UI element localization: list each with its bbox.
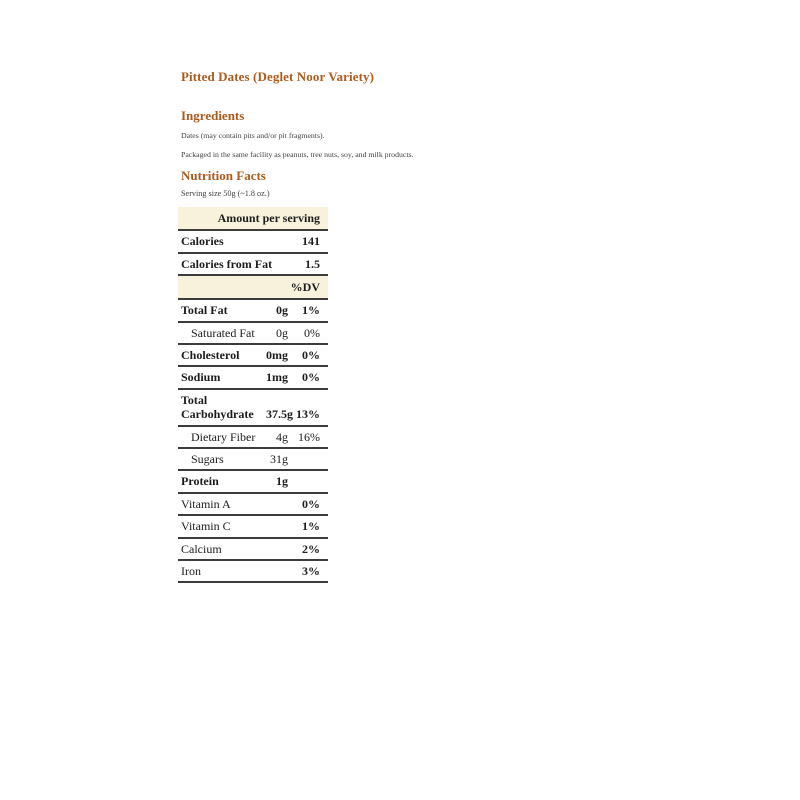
nutrient-amount bbox=[266, 560, 294, 582]
nutrient-amount bbox=[266, 538, 294, 560]
nutrition-row-saturated-fat bbox=[178, 322, 328, 344]
ingredients-heading: Ingredients bbox=[181, 107, 245, 123]
nutrient-label: Iron bbox=[178, 560, 266, 582]
nutrient-amount: 0mg bbox=[266, 344, 294, 366]
nutrient-amount: 1g bbox=[266, 470, 294, 492]
nutrient-amount: 0g bbox=[266, 299, 294, 321]
nutrient-amount: 1.5 bbox=[294, 253, 328, 275]
nutrient-label: Vitamin A bbox=[178, 493, 266, 515]
nutrient-amount: 37.5g bbox=[266, 389, 294, 426]
nutrient-amount: 4g bbox=[266, 426, 294, 448]
nutrition-row-vitamin-a bbox=[178, 493, 328, 515]
nutrient-dv: 1% bbox=[294, 515, 328, 537]
nutrient-label: Total Fat bbox=[178, 299, 266, 321]
nutrient-dv: 0% bbox=[294, 322, 328, 344]
nutrient-amount: 141 bbox=[294, 230, 328, 252]
nutrition-row-sodium bbox=[178, 366, 328, 388]
nutrient-dv: 1% bbox=[294, 299, 328, 321]
nutrient-dv: 2% bbox=[294, 538, 328, 560]
allergen-note: Packaged in the same facility as peanuts, tree nuts, soy, and milk products. bbox=[181, 150, 414, 159]
nutrition-row-protein bbox=[178, 470, 328, 492]
nutrition-facts-table bbox=[178, 207, 328, 584]
nutrition-row-sugars bbox=[178, 448, 328, 470]
nutrient-dv: 3% bbox=[294, 560, 328, 582]
nutrient-dv: 13% bbox=[294, 389, 328, 426]
product-title: Pitted Dates (Deglet Noor Variety) bbox=[181, 69, 375, 84]
nutrition-row-iron bbox=[178, 560, 328, 582]
nutrition-facts-heading: Nutrition Facts bbox=[181, 168, 266, 184]
nutrient-label: Dietary Fiber bbox=[178, 426, 266, 448]
content-column bbox=[181, 70, 551, 583]
nutrient-amount bbox=[266, 493, 294, 515]
percent-dv-header-row bbox=[178, 275, 328, 299]
nutrient-amount bbox=[266, 515, 294, 537]
percent-dv-header: %DV bbox=[178, 275, 328, 299]
nutrition-row-total-carbohydrate bbox=[178, 389, 328, 426]
nutrition-row-total-fat bbox=[178, 299, 328, 321]
nutrient-amount: 0g bbox=[266, 322, 294, 344]
nutrient-label: Total Carbohydrate bbox=[178, 389, 266, 426]
nutrient-label: Calcium bbox=[178, 538, 266, 560]
amount-per-serving-header: Amount per serving bbox=[178, 207, 328, 230]
nutrient-dv bbox=[294, 470, 328, 492]
nutrient-label: Protein bbox=[178, 470, 266, 492]
nutrient-dv: 0% bbox=[294, 493, 328, 515]
nutrition-row-cholesterol bbox=[178, 344, 328, 366]
nutrient-label: Vitamin C bbox=[178, 515, 266, 537]
nutrient-label: Sugars bbox=[178, 448, 266, 470]
nutrient-dv: 16% bbox=[294, 426, 328, 448]
nutrient-dv: 0% bbox=[294, 366, 328, 388]
nutrient-dv: 0% bbox=[294, 344, 328, 366]
nutrition-row-calories-from-fat bbox=[178, 253, 328, 275]
nutrient-label: Sodium bbox=[178, 366, 266, 388]
nutrition-row-dietary-fiber bbox=[178, 426, 328, 448]
nutrient-label: Calories from Fat bbox=[178, 253, 294, 275]
nutrient-amount: 1mg bbox=[266, 366, 294, 388]
nutrition-row-calcium bbox=[178, 538, 328, 560]
serving-size-text: Serving size 50g (~1.8 oz.) bbox=[181, 189, 270, 199]
ingredients-description: Dates (may contain pits and/or pit fragments). bbox=[181, 130, 325, 140]
nutrient-dv bbox=[294, 448, 328, 470]
nutrition-row-calories bbox=[178, 230, 328, 252]
nutrient-label: Saturated Fat bbox=[178, 322, 266, 344]
nutrient-amount: 31g bbox=[266, 448, 294, 470]
nutrition-row-vitamin-c bbox=[178, 515, 328, 537]
amount-per-serving-header-row bbox=[178, 207, 328, 230]
nutrient-label: Calories bbox=[178, 230, 294, 252]
nutrient-label: Cholesterol bbox=[178, 344, 266, 366]
